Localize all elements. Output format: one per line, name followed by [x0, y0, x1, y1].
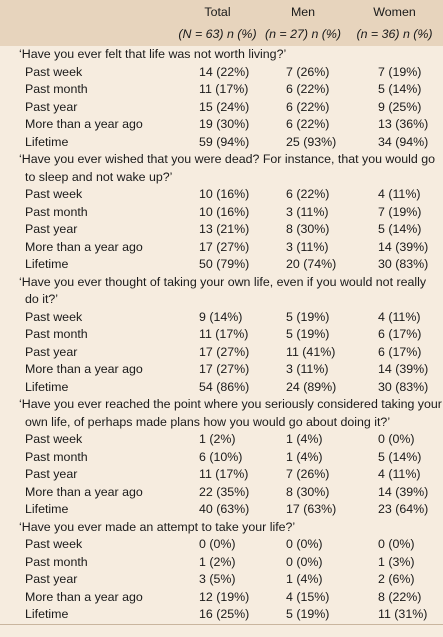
row-label: Lifetime [0, 606, 175, 624]
total-cell: 6 (10%) [199, 449, 243, 464]
men-cell: 0 (0%) [286, 554, 323, 569]
total-cell: 14 (22%) [199, 64, 250, 79]
question-row [0, 151, 443, 186]
row-label: Past month [25, 327, 88, 341]
table-row [0, 344, 443, 362]
men-cell: 6 (22%) [286, 187, 330, 201]
row-label: Lifetime [25, 257, 69, 271]
row-label: Past year [25, 344, 78, 359]
men-cell: 8 (30%) [286, 484, 330, 499]
total-cell: 1 (2%) [199, 554, 236, 569]
table-row [0, 431, 443, 449]
total-cell: 10 (16%) [199, 187, 250, 201]
table-row [0, 536, 443, 554]
men-cell: 7 (26%) [286, 467, 330, 481]
men-cell: 11 (41%) [286, 344, 336, 359]
total-cell: 40 (63%) [199, 502, 250, 516]
table-header [0, 0, 443, 46]
men-cell: 5 (19%) [286, 327, 330, 341]
total-cell: 19 (30%) [199, 117, 250, 131]
total-cell: 9 (14%) [199, 309, 243, 324]
header-women-sub: (n = 36) n (%) [346, 24, 443, 46]
header-men-sub: (n = 27) n (%) [260, 24, 346, 46]
table-row [0, 81, 443, 99]
header-total: Total [175, 0, 260, 24]
men-cell: 3 (11%) [286, 204, 329, 219]
men-cell: 1 (4%) [286, 432, 323, 446]
question-row [0, 274, 443, 309]
table-body [0, 46, 443, 624]
question-text: ‘Have you ever wished that you were dead? For instance, that you would go to sleep and not wake up?’ [19, 152, 436, 184]
women-cell: 14 (39%) [378, 239, 429, 254]
women-cell: 14 (39%) [378, 362, 429, 376]
row-label: Past week [25, 432, 83, 446]
women-cell: 6 (17%) [378, 344, 422, 359]
table-row [0, 116, 443, 134]
men-cell: 5 (19%) [286, 309, 330, 324]
total-cell: 12 (19%) [199, 589, 250, 604]
row-label: Past year [25, 222, 78, 236]
total-cell: 11 (17%) [199, 467, 249, 481]
women-cell: 4 (11%) [378, 187, 421, 201]
men-cell: 24 (89%) [286, 379, 337, 394]
question-row [0, 519, 443, 537]
row-label: Past month [25, 449, 88, 464]
table-row [0, 554, 443, 572]
question-text: ‘Have you ever reached the point where you seriously considered taking your own life, of perhaps made plans how you would go about doing it?’ [19, 397, 442, 429]
total-cell: 13 (21%) [199, 222, 250, 236]
row-label: More than a year ago [25, 484, 143, 499]
row-label: Past week [25, 309, 83, 324]
total-cell: 0 (0%) [199, 537, 236, 551]
row-label: More than a year ago [25, 589, 143, 604]
question-row [0, 396, 443, 431]
total-cell: 15 (24%) [199, 99, 250, 114]
women-cell: 8 (22%) [378, 589, 422, 604]
total-cell: 17 (27%) [199, 344, 250, 359]
row-label: Lifetime [25, 379, 69, 394]
table-row [0, 256, 443, 274]
row-label: Lifetime [25, 502, 69, 516]
men-cell: 1 (4%) [286, 572, 323, 586]
row-label: Past week [25, 187, 83, 201]
women-cell: 23 (64%) [378, 502, 429, 516]
women-cell: 5 (14%) [378, 222, 422, 236]
men-cell: 3 (11%) [286, 239, 329, 254]
women-cell: 6 (17%) [378, 327, 422, 341]
total-cell: 54 (86%) [199, 379, 250, 394]
men-cell: 6 (22%) [286, 117, 330, 131]
women-cell: 11 (31%) [346, 606, 443, 624]
women-cell: 4 (11%) [378, 309, 421, 324]
women-cell: 2 (6%) [378, 572, 415, 586]
row-label: Past month [25, 554, 88, 569]
men-cell: 25 (93%) [286, 134, 337, 149]
table-row [0, 221, 443, 239]
men-cell: 1 (4%) [286, 449, 323, 464]
row-label: Past year [25, 99, 78, 114]
men-cell: 6 (22%) [286, 82, 330, 96]
women-cell: 5 (14%) [378, 449, 422, 464]
men-cell: 0 (0%) [286, 537, 323, 551]
men-cell: 4 (15%) [286, 589, 330, 604]
row-label: Past month [25, 82, 88, 96]
table-row [0, 501, 443, 519]
header-women: Women [346, 0, 443, 24]
total-cell: 50 (79%) [199, 257, 250, 271]
header-total-sub: (N = 63) n (%) [175, 24, 260, 46]
women-cell: 0 (0%) [378, 432, 415, 446]
question-row [0, 46, 443, 64]
women-cell: 7 (19%) [378, 64, 422, 79]
table-row [0, 326, 443, 344]
women-cell: 0 (0%) [378, 537, 415, 551]
question-text: ‘Have you ever thought of taking your own life, even if you would not really do it?’ [19, 274, 427, 306]
table-row [0, 134, 443, 152]
table-row [0, 186, 443, 204]
total-cell: 1 (2%) [199, 432, 236, 446]
women-cell: 34 (94%) [378, 134, 429, 149]
table-row [0, 239, 443, 257]
total-cell: 17 (27%) [199, 239, 250, 254]
table-row [0, 309, 443, 327]
men-cell: 6 (22%) [286, 99, 330, 114]
women-cell: 1 (3%) [378, 554, 415, 569]
header-men: Men [260, 0, 346, 24]
table-row [0, 99, 443, 117]
total-cell: 10 (16%) [199, 204, 250, 219]
women-cell: 30 (83%) [378, 379, 429, 394]
row-label: Past week [25, 537, 83, 551]
total-cell: 22 (35%) [199, 484, 250, 499]
women-cell: 4 (11%) [378, 467, 421, 481]
total-cell: 11 (17%) [199, 327, 249, 341]
table-row [0, 204, 443, 222]
women-cell: 7 (19%) [378, 204, 422, 219]
total-cell: 3 (5%) [199, 572, 236, 586]
table-row [0, 571, 443, 589]
table-row [0, 361, 443, 379]
table-row [0, 484, 443, 502]
men-cell: 7 (26%) [286, 64, 330, 79]
men-cell: 20 (74%) [286, 257, 337, 271]
row-label: More than a year ago [25, 362, 143, 376]
women-cell: 9 (25%) [378, 99, 422, 114]
table-row [0, 379, 443, 397]
header-blank [0, 0, 175, 24]
table-row [0, 606, 443, 624]
women-cell: 30 (83%) [378, 257, 429, 271]
question-text: ‘Have you ever made an attempt to take your life?’ [19, 519, 296, 534]
men-cell: 17 (63%) [286, 502, 337, 516]
women-cell: 14 (39%) [378, 484, 429, 499]
women-cell: 13 (36%) [378, 117, 429, 131]
table-row [0, 64, 443, 82]
row-label: Lifetime [25, 134, 69, 149]
total-cell: 11 (17%) [199, 82, 249, 96]
men-cell: 3 (11%) [286, 362, 329, 376]
men-cell: 8 (30%) [286, 222, 330, 236]
table-row [0, 449, 443, 467]
row-label: Past month [25, 204, 88, 219]
row-label: Past year [25, 572, 78, 586]
row-label: More than a year ago [25, 239, 143, 254]
row-label: Past week [25, 64, 83, 79]
table-row [0, 466, 443, 484]
men-cell: 5 (19%) [260, 606, 346, 624]
header-blank-2 [0, 24, 175, 46]
total-cell: 16 (25%) [175, 606, 260, 624]
total-cell: 59 (94%) [199, 134, 250, 149]
row-label: Past year [25, 467, 78, 481]
table-row [0, 589, 443, 607]
row-label: More than a year ago [25, 117, 143, 131]
total-cell: 17 (27%) [199, 362, 250, 376]
question-text: ‘Have you ever felt that life was not worth living?’ [19, 47, 287, 61]
women-cell: 5 (14%) [378, 82, 422, 96]
